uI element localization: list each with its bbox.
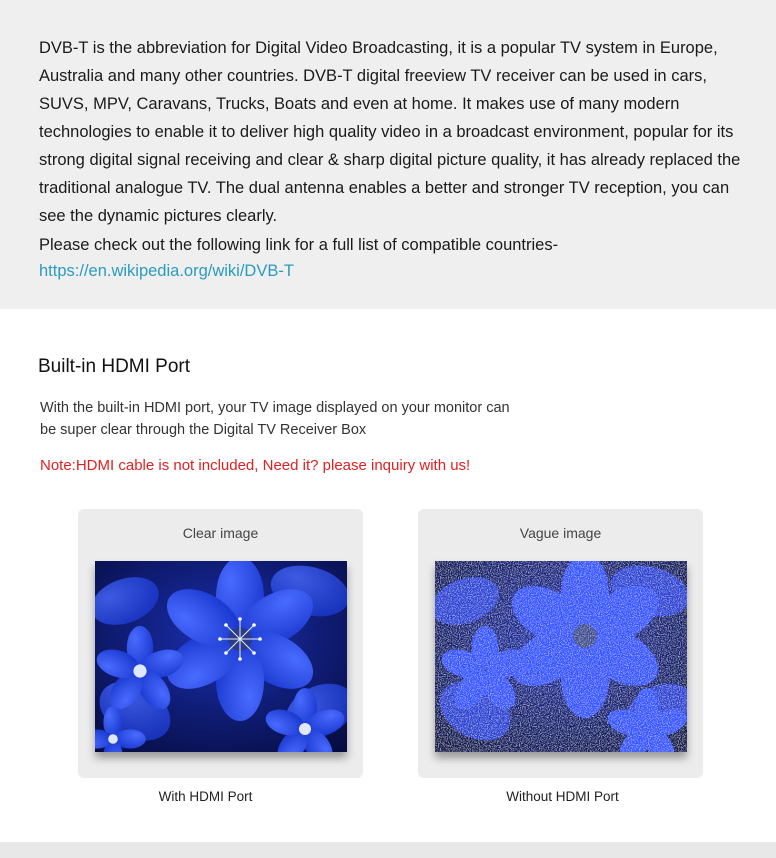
clear-image-card — [78, 509, 363, 778]
with-hdmi-caption: With HDMI Port — [158, 789, 253, 804]
wikipedia-link[interactable]: https://en.wikipedia.org/wiki/DVB-T — [39, 262, 294, 280]
hdmi-heading: Built-in HDMI Port — [38, 356, 191, 377]
hdmi-description: With the built-in HDMI port, your TV image displayed on your monitor can be super clear through the Digital TV Receiver Box — [40, 400, 510, 438]
clear-flower-photo — [95, 561, 347, 752]
noisy-flower-photo — [435, 561, 687, 752]
intro-text-block — [39, 34, 754, 284]
compat-countries-text: Please check out the following link for a full list of compatible countries- — [39, 236, 559, 254]
without-hdmi-caption: Without HDMI Port — [506, 789, 619, 804]
vague-image-card — [418, 509, 703, 778]
clear-image-title: Clear image — [182, 525, 259, 541]
vague-image-title: Vague image — [519, 525, 602, 541]
intro-paragraph: DVB-T is the abbreviation for Digital Video Broadcasting, it is a popular TV system in Europe, Australia and many other countries. DVB-T digital freeview TV receiver can be used in cars, SUVS, MPV, Caravans, Trucks, Boats and even at home. It makes use of many modern technologies to enable it to deliver high quality video in a broadcast environment, popular for its strong digital signal receiving and clear & sharp digital picture quality, it has already replaced the traditional analogue TV. The dual antenna enables a better and stronger TV reception, you can see the dynamic pictures clearly. — [39, 39, 741, 225]
intro-section — [0, 0, 776, 309]
bottom-divider — [0, 842, 776, 858]
hdmi-cable-note: Note:HDMI cable is not included, Need it? please inquiry with us! — [40, 457, 471, 474]
